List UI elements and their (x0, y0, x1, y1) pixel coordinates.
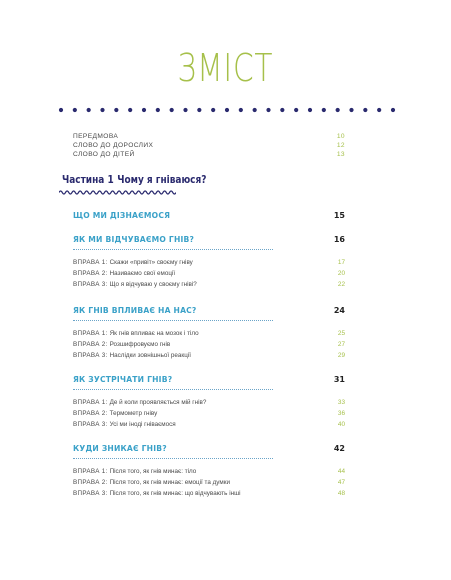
exercise-page: 29 (337, 352, 345, 359)
exercise-item[interactable]: ВПРАВА 2: Після того, як гнів минає: емоції та думки 47 (73, 479, 345, 490)
chapter-page: 31 (333, 375, 345, 384)
exercise-text: Після того, як гнів минає: емоції та думки (109, 479, 230, 486)
exercise-item[interactable]: ВПРАВА 1: Після того, як гнів минає: тіло 44 (73, 468, 345, 479)
chapter-title: ЯК МИ ВІДЧУВАЄМО ГНІВ? (73, 235, 195, 244)
exercise-item[interactable]: ВПРАВА 2: Називаємо свої емоції 20 (73, 270, 345, 281)
chapter-learn[interactable] (73, 211, 345, 220)
exercise-page: 40 (337, 421, 345, 428)
exercise-text: Після того, як гнів минає: тіло (109, 468, 197, 475)
exercise-text: Термометр гніву (109, 410, 158, 417)
chapter-dotted-rule (73, 389, 273, 390)
intro-item-preface[interactable] (73, 133, 345, 142)
part-heading (62, 175, 206, 186)
intro-item-adults[interactable] (73, 142, 345, 151)
chapter-page: 15 (333, 211, 345, 220)
exercise-item[interactable]: ВПРАВА 2: Термометр гніву 36 (73, 410, 345, 421)
chapter-heading[interactable] (73, 306, 345, 318)
exercise-item[interactable]: ВПРАВА 3: Що я відчуваю у своєму гніві? 22 (73, 281, 345, 292)
exercise-list (73, 259, 345, 292)
exercise-item[interactable]: ВПРАВА 3: Після того, як гнів минає: що відчувають інші 48 (73, 490, 345, 501)
intro-item-label: СЛОВО ДО ДІТЕЙ (73, 151, 135, 158)
exercise-text: Після того, як гнів минає: що відчувають інші (109, 490, 241, 497)
intro-list (73, 133, 345, 160)
chapter-heading[interactable] (73, 375, 345, 387)
page-title: ЗМІСТ (177, 46, 274, 90)
exercise-page: 20 (337, 270, 345, 277)
exercise-text: Що я відчуваю у своєму гніві? (109, 281, 197, 288)
chapter-heading[interactable] (73, 235, 345, 247)
intro-item-children[interactable] (73, 151, 345, 160)
exercise-item[interactable]: ВПРАВА 1: Скажи «привіт» своєму гніву 17 (73, 259, 345, 270)
exercise-item[interactable]: ВПРАВА 3: Наслідки зовнішньої реакції 29 (73, 352, 345, 363)
exercise-list (73, 330, 345, 363)
exercise-text: Називаємо свої емоції (109, 270, 176, 277)
intro-item-label: СЛОВО ДО ДОРОСЛИХ (73, 142, 154, 149)
exercise-list (73, 399, 345, 432)
chapter-title: ЯК ГНІВ ВПЛИВАЄ НА НАС? (73, 306, 197, 315)
exercise-item[interactable]: ВПРАВА 3: Усі ми іноді гніваємося 40 (73, 421, 345, 432)
chapter-dotted-rule (73, 320, 273, 321)
exercise-item[interactable]: ВПРАВА 2: Розшифровуємо гнів 27 (73, 341, 345, 352)
exercise-text: Скажи «привіт» своєму гніву (109, 259, 193, 266)
chapter-3 (73, 375, 345, 432)
exercise-item[interactable]: ВПРАВА 1: Як гнів впливає на мозок і тіло 25 (73, 330, 345, 341)
exercise-page: 36 (337, 410, 345, 417)
chapter-page: 24 (333, 306, 345, 315)
exercise-item[interactable]: ВПРАВА 1: Де й коли проявляється мій гнів? 33 (73, 399, 345, 410)
chapter-title: ЯК ЗУСТРІЧАТИ ГНІВ? (73, 375, 173, 384)
exercise-text: Як гнів впливає на мозок і тіло (109, 330, 199, 337)
exercise-text: Де й коли проявляється мій гнів? (109, 399, 207, 406)
chapter-4 (73, 444, 345, 501)
exercise-text: Наслідки зовнішньої реакції (109, 352, 191, 359)
dotted-divider (58, 106, 396, 114)
exercise-page: 27 (337, 341, 345, 348)
exercise-page: 44 (337, 468, 345, 475)
chapter-page: 42 (333, 444, 345, 453)
chapter-dotted-rule (73, 249, 273, 250)
wavy-underline (59, 189, 176, 196)
chapter-page: 16 (333, 235, 345, 244)
intro-item-page: 12 (336, 142, 345, 149)
chapter-title: КУДИ ЗНИКАЄ ГНІВ? (73, 444, 167, 453)
exercise-text: Розшифровуємо гнів (109, 341, 171, 348)
exercise-list (73, 468, 345, 501)
chapter-dotted-rule (73, 458, 273, 459)
chapter-1 (73, 235, 345, 292)
exercise-page: 25 (337, 330, 345, 337)
chapter-title: ЩО МИ ДІЗНАЄМОСЯ (73, 211, 171, 220)
intro-item-page: 13 (336, 151, 345, 158)
exercise-text: Усі ми іноді гніваємося (109, 421, 176, 428)
exercise-page: 22 (337, 281, 345, 288)
intro-item-page: 10 (336, 133, 345, 140)
intro-item-label: ПЕРЕДМОВА (73, 133, 119, 140)
part-label: Частина 1 (62, 175, 114, 186)
exercise-page: 48 (337, 490, 345, 497)
chapter-2 (73, 306, 345, 363)
exercise-page: 47 (337, 479, 345, 486)
exercise-page: 33 (337, 399, 345, 406)
exercise-page: 17 (337, 259, 345, 266)
part-title: Чому я гніваюся? (117, 175, 207, 186)
chapter-heading[interactable] (73, 444, 345, 456)
